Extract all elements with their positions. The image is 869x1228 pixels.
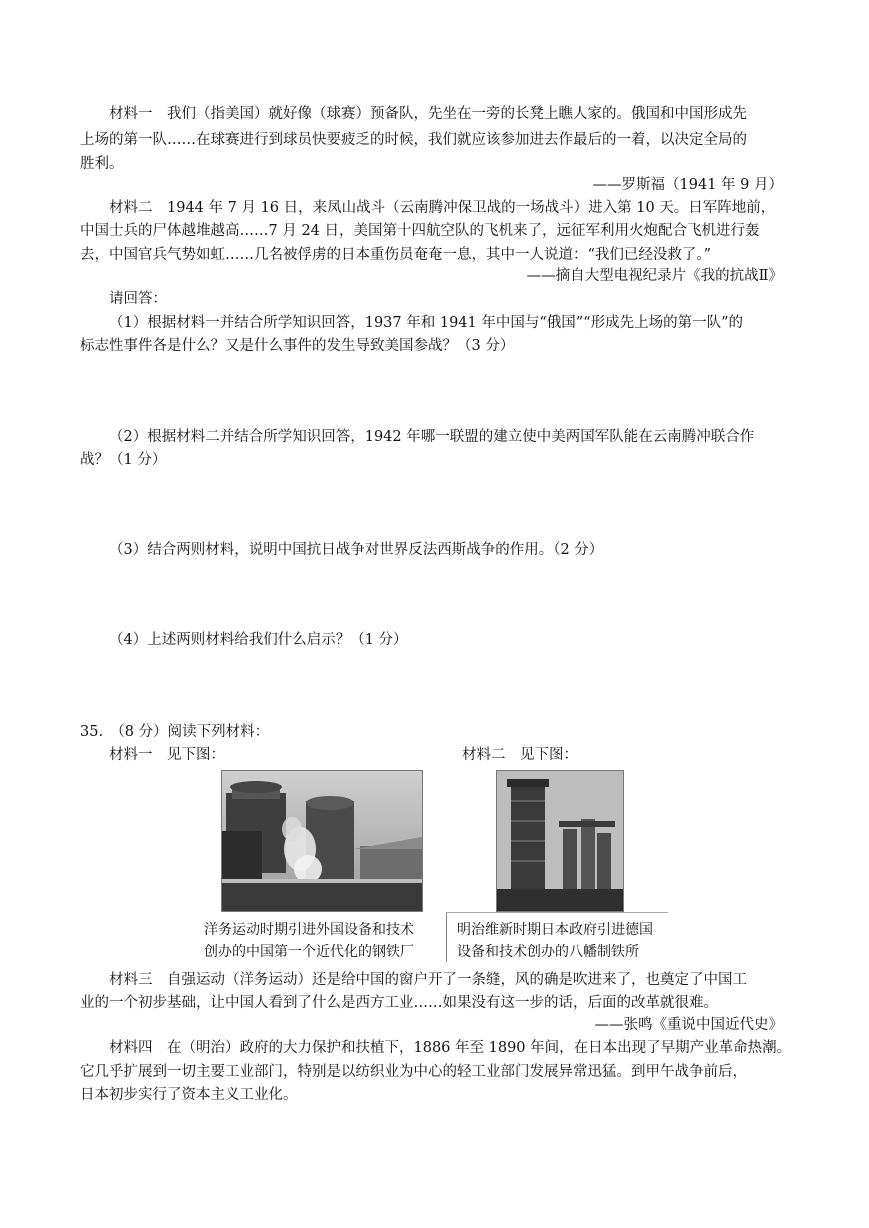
- material4-line2: 它几乎扩展到一切主要工业部门，特别是以纺织业为中心的轻工业部门发展异常迅猛。到甲午战争前后，: [80, 1064, 747, 1080]
- photo2-caption-line2: 设备和技术创办的八幡制铁所: [457, 944, 639, 960]
- caption-divider: [446, 912, 447, 962]
- steel-plant-photo-china: [221, 770, 423, 912]
- material4-line1: 材料四 在（明治）政府的大力保护和扶植下，1886 年至 1890 年间，在日本出现了早期产业革命热潮。: [109, 1040, 792, 1056]
- question4: （4）上述两则材料给我们什么启示？（1 分）: [109, 632, 408, 648]
- photo1-caption-line1: 洋务运动时期引进外国设备和技术: [204, 922, 414, 938]
- material2-line3: 去，中国官兵气势如虹……几名被俘虏的日本重伤员奄奄一息，其中一人说道：“我们已经没救了。”: [80, 247, 712, 263]
- steel-plant-photo-japan: [496, 770, 624, 912]
- question2-line2: 战？（1 分）: [80, 452, 167, 468]
- question1-line2: 标志性事件各是什么？又是什么事件的发生导致美国参战？（3 分）: [80, 338, 515, 354]
- material1-figure-label: 材料一 见下图：: [109, 747, 225, 763]
- material4-line3: 日本初步实行了资本主义工业化。: [80, 1087, 298, 1103]
- material1-line1: 材料一 我们（指美国）就好像（球赛）预备队，先坐在一旁的长凳上瞧人家的。俄国和中国形成先: [109, 106, 747, 122]
- caption-top-rule: [446, 912, 668, 913]
- material3-source: ——张鸣《重说中国近代史》: [594, 1017, 783, 1033]
- answer-prompt: 请回答：: [109, 291, 167, 307]
- material2-source: ——摘自大型电视纪录片《我的抗战Ⅱ》: [526, 268, 783, 284]
- photo2-caption-line1: 明治维新时期日本政府引进德国: [457, 922, 653, 938]
- material2-line1: 材料二 1944 年 7 月 16 日，来凤山战斗（云南腾冲保卫战的一场战斗）进入第 10 天。日军阵地前，: [109, 200, 776, 216]
- question2-line1: （2）根据材料二并结合所学知识回答，1942 年哪一联盟的建立使中美两国军队能在云南腾冲联合作: [109, 429, 755, 445]
- material3-line1: 材料三 自强运动（洋务运动）还是给中国的窗户开了一条缝，风的确是吹进来了，也奠定了中国工: [109, 972, 747, 988]
- material2-line2: 中国士兵的尸体越堆越高……7 月 24 日，美国第十四航空队的飞机来了，远征军利用火炮配合飞机进行轰: [80, 223, 760, 239]
- photo1-caption-line2: 创办的中国第一个近代化的钢铁厂: [204, 944, 414, 960]
- question35-header: 35. （8 分）阅读下列材料：: [80, 724, 270, 740]
- material1-line2: 上场的第一队……在球赛进行到球员快要疲乏的时候，我们就应该参加进去作最后的一着，以决定全局的: [80, 132, 747, 148]
- material1-source: ——罗斯福（1941 年 9 月）: [592, 177, 783, 193]
- question3: （3）结合两则材料，说明中国抗日战争对世界反法西斯战争的作用。（2 分）: [109, 542, 604, 558]
- material2-figure-label: 材料二 见下图：: [462, 747, 578, 763]
- question1-line1: （1）根据材料一并结合所学知识回答，1937 年和 1941 年中国与“俄国”“形成先上场的第一队”的: [109, 315, 744, 331]
- material3-line2: 业的一个初步基础，让中国人看到了什么是西方工业……如果没有这一步的话，后面的改革就很难。: [80, 995, 718, 1011]
- material1-line3: 胜利。: [80, 156, 124, 172]
